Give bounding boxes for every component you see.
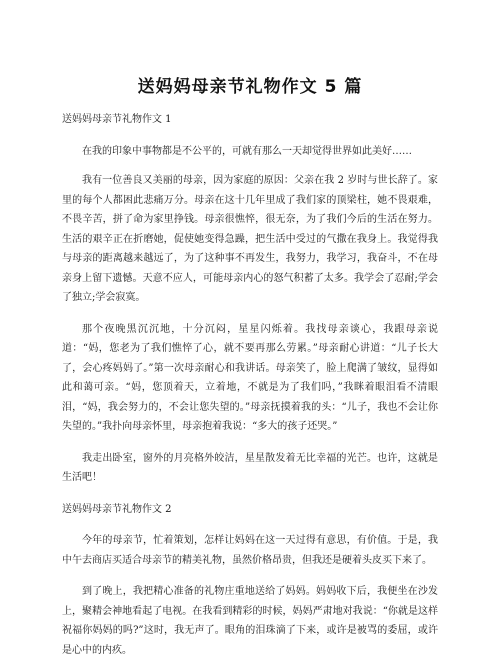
paragraph: 在我的印象中事物都是不公平的，可就有那么一天却觉得世界如此美好…… bbox=[82, 145, 412, 157]
paragraph: 我走出卧室，窗外的月亮格外皎洁，星星散发着无比幸福的光芒。也许，这就是生活吧！ bbox=[62, 452, 438, 483]
section-heading: 送妈妈母亲节礼物作文 2 bbox=[62, 503, 172, 515]
paragraph: 到了晚上，我把精心准备的礼物庄重地送给了妈妈。妈妈收下后，我便坐在沙发上，聚精会神地看起了电视。在我看到精彩的时候，妈妈严肃地对我说：“你就是这样祝福你妈妈的吗?”这时，我无声了。眼角的泪珠滴了下来，或许是被骂的委屈，或许是心中的内疚。 bbox=[62, 586, 438, 656]
paragraph: 我有一位善良又美丽的母亲，因为家庭的原因：父亲在我 2 岁时与世长辞了。家里的每个人都困此悲痛万分。母亲在这十几年里成了我们家的顶梁柱，她不畏艰难，不畏辛苦，拼了命为家里挣钱。母亲很憔悴，很无奈，为了我们今后的生活在努力。生活的艰辛正在折磨她，促使她变得急躁，把生活中受过的气撒在我身上。我觉得我与母亲的距离越来越远了，为了这种事不再发生，我努力，我学习，我奋斗，不在母亲身上留下遗憾。天意不应人，可能母亲内心的怒气积蓄了太多。我学会了忍耐;学会了独立;学会寂寞。 bbox=[62, 175, 438, 303]
paragraph: 那个夜晚黑沉沉地，十分沉闷，星星闪烁着。我找母亲谈心，我跟母亲说道：“妈，您老为了我们憔悴了心，就不要再那么劳累。”母亲耐心讲道：“儿子长大了，会心疼妈妈了。”第一次母亲耐心和我讲话。母亲笑了，脸上爬满了皱纹，显得如此和蔼可亲。“妈，您顶着天，立着地，不就是为了我们吗，”我眯着眼泪看不清眼泪，“妈，我会努力的，不会让您失望的。”母亲抚摸着我的头：“儿子，我也不会让你失望的。”我扑向母亲怀里，母亲抱着我说：“多大的孩子还哭。” bbox=[62, 323, 438, 432]
document-body bbox=[62, 110, 438, 672]
paragraph: 今年的母亲节，忙着策划，怎样让妈妈在这一天过得有意思，有价值。于是，我中午去商店买适合母亲节的精美礼物，虽然价格昂贵，但我还是硬着头皮买下来了。 bbox=[62, 535, 438, 566]
section-heading: 送妈妈母亲节礼物作文 1 bbox=[62, 114, 172, 125]
document-title: 送妈妈母亲节礼物作文 5 篇 bbox=[137, 77, 363, 97]
